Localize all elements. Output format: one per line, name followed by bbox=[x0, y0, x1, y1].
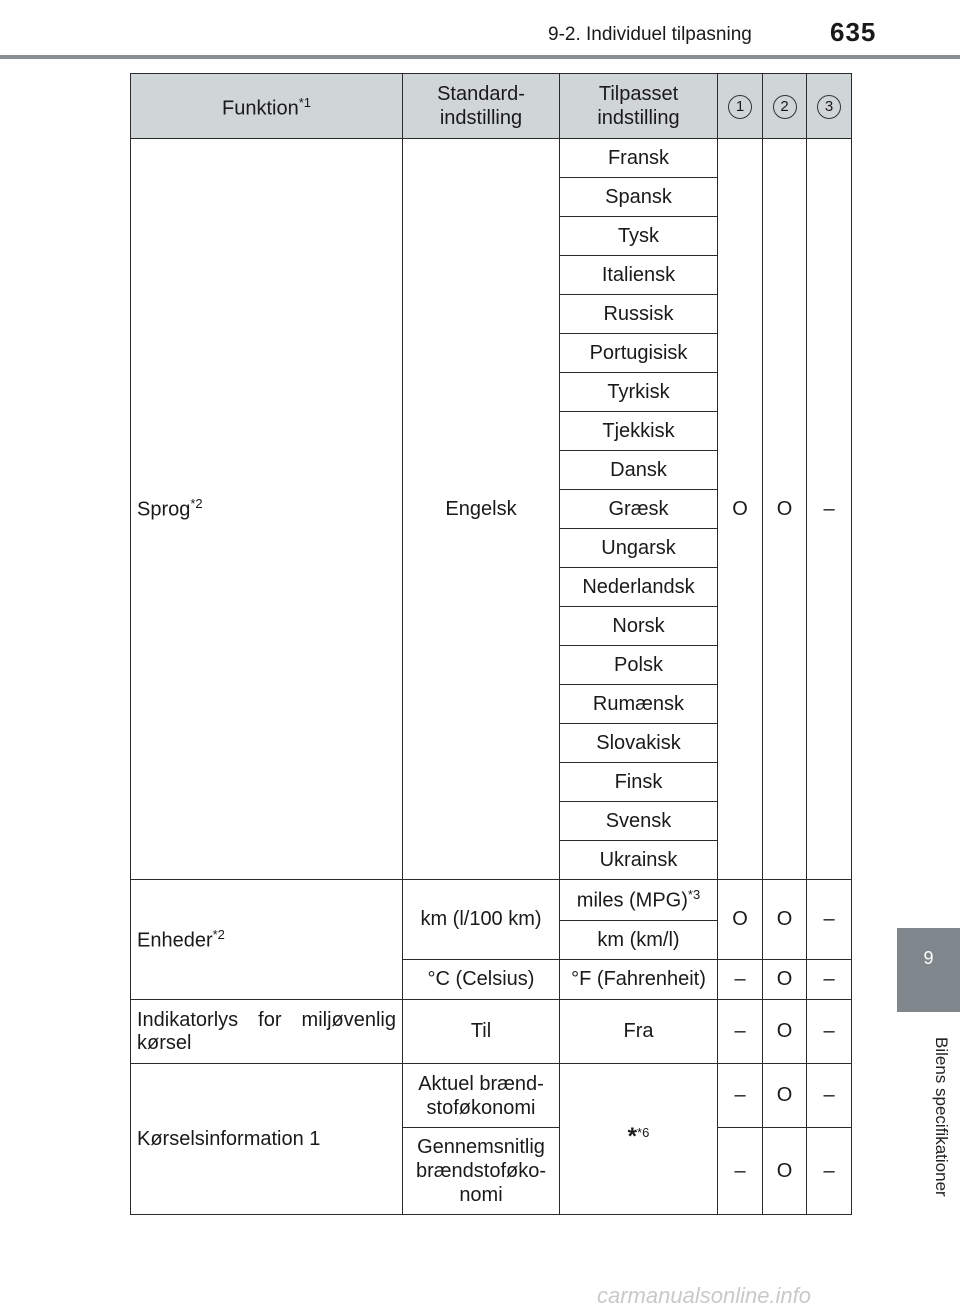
fuel-method-2: O bbox=[763, 880, 807, 960]
units-function: Enheder$^{*2}$ bbox=[131, 880, 403, 1000]
drive-info-custom: *$^{*6}$ bbox=[560, 1064, 718, 1215]
language-function: Sprog$^{*2}$ bbox=[131, 139, 403, 880]
language-option: Portugisisk bbox=[560, 334, 718, 373]
fuel-option: km (km/l) bbox=[560, 921, 718, 960]
language-method-2: O bbox=[763, 139, 807, 880]
language-option: Tyrkisk bbox=[560, 373, 718, 412]
drive-info-method-3: – bbox=[807, 1128, 852, 1215]
eco-custom: Fra bbox=[560, 1000, 718, 1064]
drive-info-method-2: O bbox=[763, 1064, 807, 1128]
drive-info-method-1: – bbox=[718, 1064, 763, 1128]
drive-info-option: Aktuel brænd-stoføkonomi bbox=[403, 1064, 560, 1128]
table-row bbox=[131, 880, 852, 921]
eco-default: Til bbox=[403, 1000, 560, 1064]
drive-info-function: Kørselsinformation 1 bbox=[131, 1064, 403, 1215]
drive-info-method-2: O bbox=[763, 1128, 807, 1215]
language-method-3: – bbox=[807, 139, 852, 880]
header-rule bbox=[0, 55, 960, 59]
table-row bbox=[131, 139, 852, 178]
fuel-default: km (l/100 km) bbox=[403, 880, 560, 960]
language-option: Norsk bbox=[560, 607, 718, 646]
chapter-tab[interactable]: 9 bbox=[897, 928, 960, 1012]
language-option: Tysk bbox=[560, 217, 718, 256]
settings-table bbox=[130, 73, 852, 1215]
header-method-1 bbox=[718, 74, 763, 139]
circled-1-icon: 1 bbox=[728, 95, 752, 119]
header-custom: Tilpasset indstilling bbox=[560, 74, 718, 139]
language-option: Græsk bbox=[560, 490, 718, 529]
language-option: Spansk bbox=[560, 178, 718, 217]
temp-method-1: – bbox=[718, 960, 763, 1000]
temp-method-3: – bbox=[807, 960, 852, 1000]
eco-method-2: O bbox=[763, 1000, 807, 1064]
language-default: Engelsk bbox=[403, 139, 560, 880]
eco-method-1: – bbox=[718, 1000, 763, 1064]
page-number: 635 bbox=[830, 17, 877, 47]
table-row bbox=[131, 1064, 852, 1128]
language-option: Svensk bbox=[560, 802, 718, 841]
fuel-method-1: O bbox=[718, 880, 763, 960]
language-option: Nederlandsk bbox=[560, 568, 718, 607]
table-header-row bbox=[131, 74, 852, 139]
language-option: Tjekkisk bbox=[560, 412, 718, 451]
language-option: Finsk bbox=[560, 763, 718, 802]
language-option: Slovakisk bbox=[560, 724, 718, 763]
drive-info-method-3: – bbox=[807, 1064, 852, 1128]
language-option: Polsk bbox=[560, 646, 718, 685]
header-default: Standard-indstilling bbox=[403, 74, 560, 139]
circled-3-icon: 3 bbox=[817, 95, 841, 119]
language-option: Rumænsk bbox=[560, 685, 718, 724]
circled-2-icon: 2 bbox=[773, 95, 797, 119]
drive-info-option: Gennemsnitlig brændstoføko-nomi bbox=[403, 1128, 560, 1215]
fuel-method-3: – bbox=[807, 880, 852, 960]
header-method-2 bbox=[763, 74, 807, 139]
section-title: 9-2. Individuel tilpasning bbox=[548, 24, 752, 45]
watermark: carmanualsonline.info bbox=[597, 1283, 812, 1308]
chapter-label: Bilens specifikationer bbox=[932, 1037, 951, 1197]
header-function: Funktion$^{*1}$ bbox=[131, 74, 403, 139]
temp-default: °C (Celsius) bbox=[403, 960, 560, 1000]
language-option: Fransk bbox=[560, 139, 718, 178]
language-option: Dansk bbox=[560, 451, 718, 490]
table-row bbox=[131, 1000, 852, 1064]
language-method-1: O bbox=[718, 139, 763, 880]
language-option: Russisk bbox=[560, 295, 718, 334]
language-option: Ukrainsk bbox=[560, 841, 718, 880]
temp-custom: °F (Fahrenheit) bbox=[560, 960, 718, 1000]
language-option: Italiensk bbox=[560, 256, 718, 295]
eco-function: Indikatorlys for miljøvenlig kørsel bbox=[131, 1000, 403, 1064]
fuel-option: miles (MPG)$^{*3}$ bbox=[560, 880, 718, 921]
eco-method-3: – bbox=[807, 1000, 852, 1064]
header-method-3 bbox=[807, 74, 852, 139]
asterisk-icon: * bbox=[627, 1123, 638, 1150]
drive-info-method-1: – bbox=[718, 1128, 763, 1215]
language-option: Ungarsk bbox=[560, 529, 718, 568]
temp-method-2: O bbox=[763, 960, 807, 1000]
